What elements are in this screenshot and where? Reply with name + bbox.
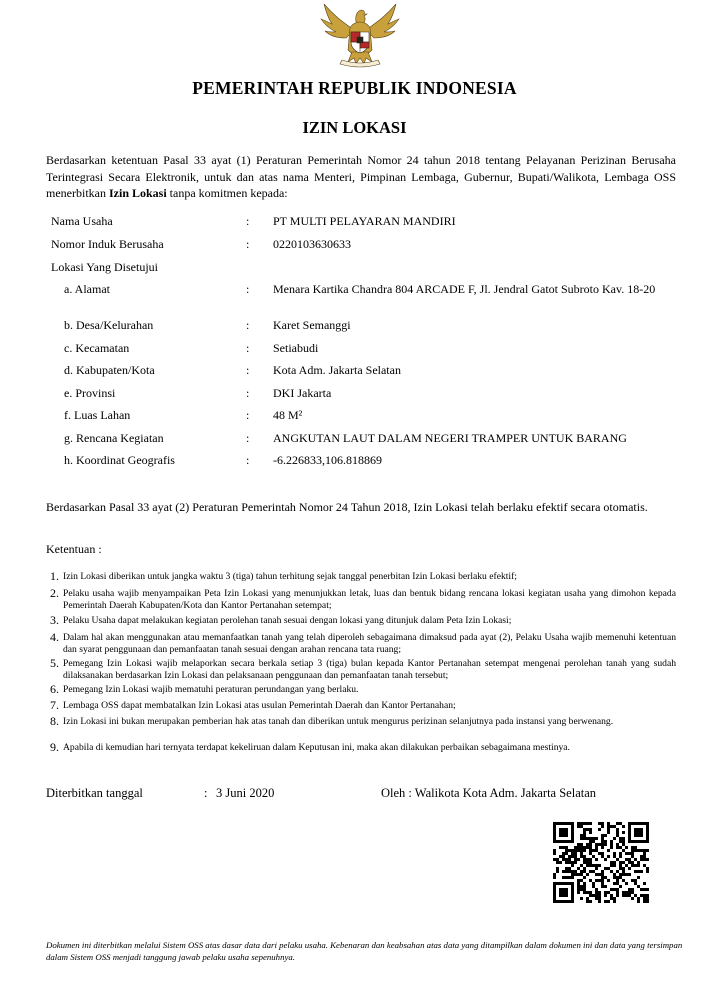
garuda-emblem-icon bbox=[318, 0, 402, 68]
intro-text: Berdasarkan ketentuan Pasal 33 ayat (1) Peraturan Pemerintah Nomor 24 tahun 2018 tentang Pelayanan Perizinan Berusaha Terintegrasi Secara Elektronik, untuk dan atas nama Menteri, Pimpinan Lembaga, Gubernur, Bupati/Walikota, Lembaga OSS menerbitkan bbox=[46, 153, 676, 200]
item-number: 9. bbox=[50, 740, 59, 754]
item-text: Pemegang Izin Lokasi wajib mematuhi peraturan perundangan yang berlaku. bbox=[63, 684, 359, 695]
item-text: Pelaku usaha wajib menyampaikan Peta Izin Lokasi yang menunjukkan letak, luas dan bentuk bidang rencana lokasi kegiatan usaha yang dimohon kepada Pemerintah Daerah Kabupaten/Kota dan Kantor Pertanahan setempat; bbox=[63, 588, 676, 611]
intro-bold-term: Izin Lokasi bbox=[108, 186, 167, 200]
ketentuan-item bbox=[46, 615, 676, 627]
field-colon: : bbox=[246, 282, 250, 296]
field-colon: : bbox=[246, 386, 250, 400]
ketentuan-item bbox=[46, 716, 676, 728]
field-label: a. Alamat bbox=[64, 282, 110, 296]
qr-code-icon bbox=[553, 822, 649, 903]
item-text: Dalam hal akan menggunakan atau memanfaatkan tanah yang telah diperoleh sebagaimana dimaksud pada ayat (2), Pelaku Usaha wajib memenuhi ketentuan dan syarat penggunaan dan pemanfaatan tanah sesuai dengan arahan rencana tata ruang; bbox=[63, 632, 676, 655]
field-colon: : bbox=[246, 341, 250, 355]
document-title: IZIN LOKASI bbox=[302, 118, 407, 137]
intro-text-end: tanpa komitmen kepada: bbox=[166, 186, 288, 200]
issued-colon: : bbox=[204, 786, 208, 800]
item-number: 8. bbox=[50, 714, 59, 728]
field-label: Nomor Induk Berusaha bbox=[51, 237, 164, 251]
field-value: Karet Semanggi bbox=[273, 318, 351, 332]
item-text: Izin Lokasi ini bukan merupakan pemberian hak atas tanah dan diberikan untuk mengurus perizinan selanjutnya pada instansi yang berwenang. bbox=[63, 716, 614, 727]
ketentuan-item bbox=[46, 700, 676, 712]
field-label: g. Rencana Kegiatan bbox=[64, 431, 164, 445]
issuer-text: Oleh : Walikota Kota Adm. Jakarta Selatan bbox=[381, 786, 597, 800]
footer-disclaimer: Dokumen ini diterbitkan melalui Sistem OSS atas dasar data dari pelaku usaha. Kebenaran dan keabsahan atas data yang ditampilkan dalam dokumen ini dan data yang tersimpan dalam Sistem OSS menjadi tanggung jawab pelaku usaha sepenuhnya. bbox=[46, 940, 683, 962]
item-number: 1. bbox=[50, 569, 59, 583]
ketentuan-item bbox=[46, 632, 676, 656]
ketentuan-item bbox=[46, 588, 676, 612]
field-label: d. Kabupaten/Kota bbox=[64, 363, 155, 377]
ketentuan-item bbox=[46, 658, 676, 682]
field-label: h. Koordinat Geografis bbox=[64, 453, 175, 467]
field-colon: : bbox=[246, 363, 250, 377]
item-number: 4. bbox=[50, 630, 59, 644]
effective-paragraph: Berdasarkan Pasal 33 ayat (2) Peraturan Pemerintah Nomor 24 Tahun 2018, Izin Lokasi telah berlaku efektif secara otomatis. bbox=[46, 500, 648, 514]
issued-date-value: 3 Juni 2020 bbox=[216, 786, 275, 800]
field-value: Setiabudi bbox=[273, 341, 319, 355]
field-label: e. Provinsi bbox=[64, 386, 116, 400]
field-colon: : bbox=[246, 453, 250, 467]
item-text: Apabila di kemudian hari ternyata terdapat kekeliruan dalam Keputusan ini, maka akan dilakukan perbaikan sebagaimana mestinya. bbox=[63, 742, 570, 753]
field-label: c. Kecamatan bbox=[64, 341, 130, 355]
issued-date-label: Diterbitkan tanggal bbox=[46, 786, 143, 800]
government-title: PEMERINTAH REPUBLIK INDONESIA bbox=[192, 78, 517, 98]
item-number: 7. bbox=[50, 698, 59, 712]
ketentuan-item bbox=[46, 684, 676, 696]
field-value: -6.226833,106.818869 bbox=[273, 453, 382, 467]
field-label: Nama Usaha bbox=[51, 214, 113, 228]
field-colon: : bbox=[246, 408, 250, 422]
item-text: Pelaku Usaha dapat melakukan kegiatan perolehan tanah sesuai dengan lokasi yang ditunjuk dalam Peta Izin Lokasi; bbox=[63, 615, 512, 626]
field-colon: : bbox=[246, 214, 250, 228]
field-label: b. Desa/Kelurahan bbox=[64, 318, 154, 332]
ketentuan-heading: Ketentuan : bbox=[46, 542, 102, 556]
item-text: Izin Lokasi diberikan untuk jangka waktu 3 (tiga) tahun terhitung sejak tanggal penerbitan Izin Lokasi berlaku efektif; bbox=[63, 571, 517, 582]
field-value: 0220103630633 bbox=[273, 237, 351, 251]
item-number: 3. bbox=[50, 613, 59, 627]
field-value: DKI Jakarta bbox=[273, 386, 332, 400]
item-text: Lembaga OSS dapat membatalkan Izin Lokasi atas usulan Pemerintah Daerah dan Kantor Pertanahan; bbox=[63, 700, 456, 711]
field-colon: : bbox=[246, 237, 250, 251]
ketentuan-item bbox=[46, 571, 676, 583]
item-number: 5. bbox=[50, 656, 59, 670]
field-colon: : bbox=[246, 318, 250, 332]
item-number: 6. bbox=[50, 682, 59, 696]
item-number: 2. bbox=[50, 586, 59, 600]
intro-paragraph bbox=[46, 152, 676, 202]
field-value: Kota Adm. Jakarta Selatan bbox=[273, 363, 401, 377]
field-colon: : bbox=[246, 431, 250, 445]
lokasi-heading: Lokasi Yang Disetujui bbox=[51, 260, 159, 274]
field-value: 48 M² bbox=[273, 408, 303, 422]
field-value: Menara Kartika Chandra 804 ARCADE F, Jl. Jendral Gatot Subroto Kav. 18-20 bbox=[273, 282, 656, 296]
ketentuan-item bbox=[46, 742, 676, 754]
field-value: PT MULTI PELAYARAN MANDIRI bbox=[273, 214, 456, 228]
item-text: Pemegang Izin Lokasi wajib melaporkan secara berkala setiap 3 (tiga) bulan kepada Kantor Pertanahan setempat mengenai perolehan tanah yang sudah dilaksanakan berdasarkan Izin Lokasi dan pelaksanaan penggunaan dan pemanfaatan tanah tersebut; bbox=[63, 658, 676, 681]
field-value: ANGKUTAN LAUT DALAM NEGERI TRAMPER UNTUK BARANG bbox=[273, 431, 627, 445]
field-label: f. Luas Lahan bbox=[64, 408, 131, 422]
